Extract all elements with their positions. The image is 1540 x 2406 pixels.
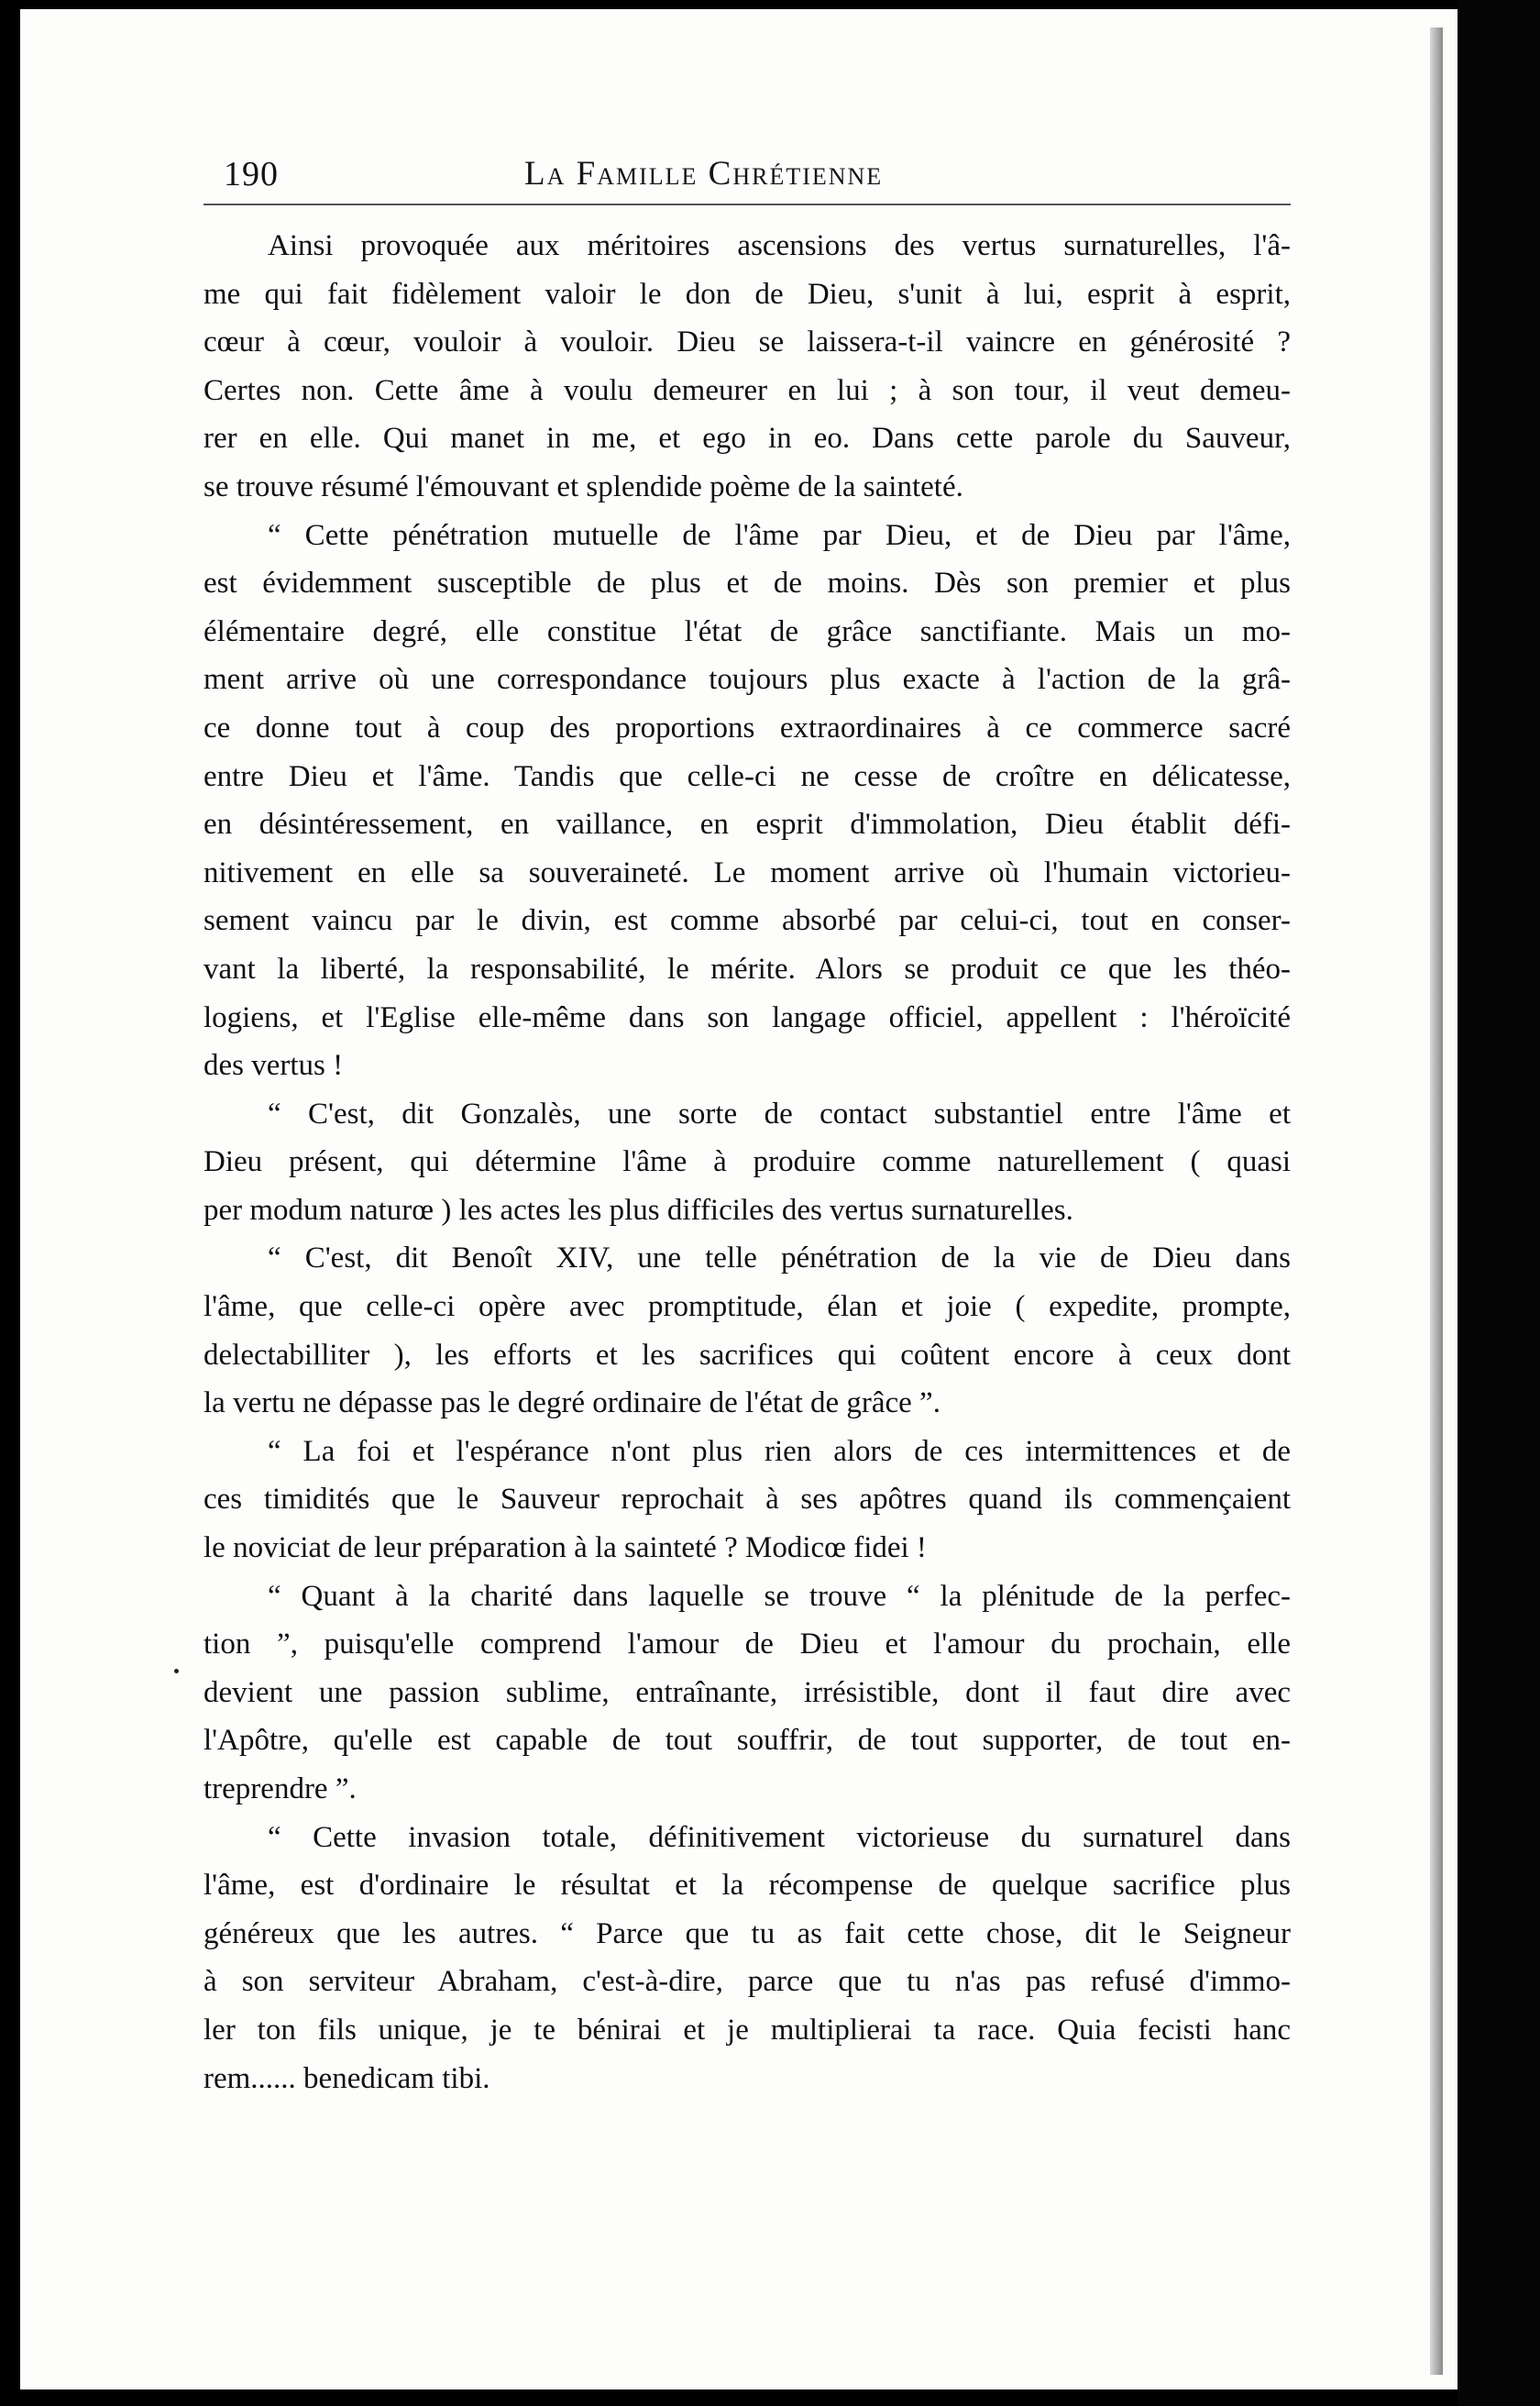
text-line: entre Dieu et l'âme. Tandis que celle-ci ne cesse de croître en délicatesse, — [204, 759, 1291, 793]
text-line: delectabilliter ), les efforts et les sacrifices qui coûtent encore à ceux dont — [204, 1338, 1291, 1372]
text-line: Ainsi provoquée aux méritoires ascensions des vertus surnaturelles, l'â- — [268, 229, 1291, 262]
text-line: élémentaire degré, elle constitue l'état de grâce sanctifiante. Mais un mo- — [204, 614, 1291, 648]
text-line: l'âme, est d'ordinaire le résultat et la récompense de quelque sacrifice plus — [204, 1869, 1291, 1903]
text-line: ler ton fils unique, je te bénirai et je multiplierai ta race. Quia fecisti hanc — [204, 2013, 1291, 2047]
paragraph — [204, 1814, 1291, 2103]
text-line: ces timidités que le Sauveur reprochait à ses apôtres quand ils commençaient — [204, 1483, 1291, 1517]
text-line: me qui fait fidèlement valoir le don de Dieu, s'unit à lui, esprit à esprit, — [204, 277, 1291, 311]
text-line: Dieu présent, qui détermine l'âme à produire comme naturellement ( quasi — [204, 1145, 1291, 1179]
paragraph — [204, 1573, 1291, 1814]
text-line: logiens, et l'Eglise elle-même dans son langage officiel, appellent : l'héroïcité — [204, 1000, 1291, 1034]
text-line: “ C'est, dit Gonzalès, une sorte de contact substantiel entre l'âme et — [268, 1097, 1291, 1131]
text-line: tion ”, puisqu'elle comprend l'amour de Dieu et l'amour du prochain, elle — [204, 1628, 1291, 1661]
text-line: “ C'est, dit Benoît XIV, une telle pénétration de la vie de Dieu dans — [268, 1242, 1291, 1275]
text-line: “ La foi et l'espérance n'ont plus rien alors de ces intermittences et de — [268, 1434, 1291, 1468]
text-line: est évidemment susceptible de plus et de moins. Dès son premier et plus — [204, 567, 1291, 601]
text-line: vant la liberté, la responsabilité, le mérite. Alors se produit ce que les théo- — [204, 952, 1291, 986]
text-line: “ Cette pénétration mutuelle de l'âme par Dieu, et de Dieu par l'âme, — [268, 518, 1291, 552]
text-line: se trouve résumé l'émouvant et splendide poème de la sainteté. — [204, 469, 963, 503]
text-line: ment arrive où une correspondance toujours plus exacte à l'action de la grâ- — [204, 663, 1291, 697]
text-line: nitivement en elle sa souveraineté. Le moment arrive où l'humain victorieu- — [204, 855, 1291, 889]
paragraph — [204, 512, 1291, 1090]
page-header — [204, 154, 1291, 202]
text-line: l'âme, que celle-ci opère avec promptitude, élan et joie ( expedite, prompte, — [204, 1290, 1291, 1324]
text-line: “ Cette invasion totale, définitivement victorieuse du surnaturel dans — [268, 1820, 1291, 1854]
page-edge-shadow — [1430, 28, 1443, 2375]
header-rule — [204, 204, 1291, 205]
text-line: treprendre ”. — [204, 1772, 357, 1805]
text-line: le noviciat de leur préparation à la sainteté ? Modicœ fidei ! — [204, 1531, 927, 1565]
paragraph — [204, 1428, 1291, 1573]
text-line: rem...... benedicam tibi. — [204, 2061, 490, 2095]
text-line: l'Apôtre, qu'elle est capable de tout souffrir, de tout supporter, de tout en- — [204, 1724, 1291, 1758]
body-text — [204, 222, 1291, 2102]
text-line: des vertus ! — [204, 1049, 344, 1083]
text-line: à son serviteur Abraham, c'est-à-dire, parce que tu n'as pas refusé d'immo- — [204, 1965, 1291, 1999]
text-line: rer en elle. Qui manet in me, et ego in eo. Dans cette parole du Sauveur, — [204, 422, 1291, 456]
text-line: cœur à cœur, vouloir à vouloir. Dieu se laissera-t-il vaincre en générosité ? — [204, 326, 1291, 359]
text-line: devient une passion sublime, entraînante, irrésistible, dont il faut dire avec — [204, 1675, 1291, 1709]
running-title: La Famille Chrétienne — [524, 155, 884, 193]
paragraph — [204, 1090, 1291, 1235]
paragraph — [204, 222, 1291, 512]
text-line: sement vaincu par le divin, est comme absorbé par celui-ci, tout en conser- — [204, 904, 1291, 938]
text-line: la vertu ne dépasse pas le degré ordinaire de l'état de grâce ”. — [204, 1386, 940, 1420]
text-line: Certes non. Cette âme à voulu demeurer en lui ; à son tour, il veut demeu- — [204, 373, 1291, 407]
text-line: “ Quant à la charité dans laquelle se trouve “ la plénitude de la perfec- — [268, 1579, 1291, 1613]
text-line: en désintéressement, en vaillance, en esprit d'immolation, Dieu établit défi- — [204, 808, 1291, 842]
scan-border — [1458, 0, 1540, 2406]
text-line: ce donne tout à coup des proportions extraordinaires à ce commerce sacré — [204, 711, 1291, 745]
paragraph — [204, 1234, 1291, 1427]
margin-speck — [174, 1669, 179, 1673]
text-line: généreux que les autres. “ Parce que tu as fait cette chose, dit le Seigneur — [204, 1916, 1291, 1950]
text-line: per modum naturœ ) les actes les plus difficiles des vertus surnaturelles. — [204, 1193, 1073, 1227]
page-number: 190 — [224, 155, 279, 193]
